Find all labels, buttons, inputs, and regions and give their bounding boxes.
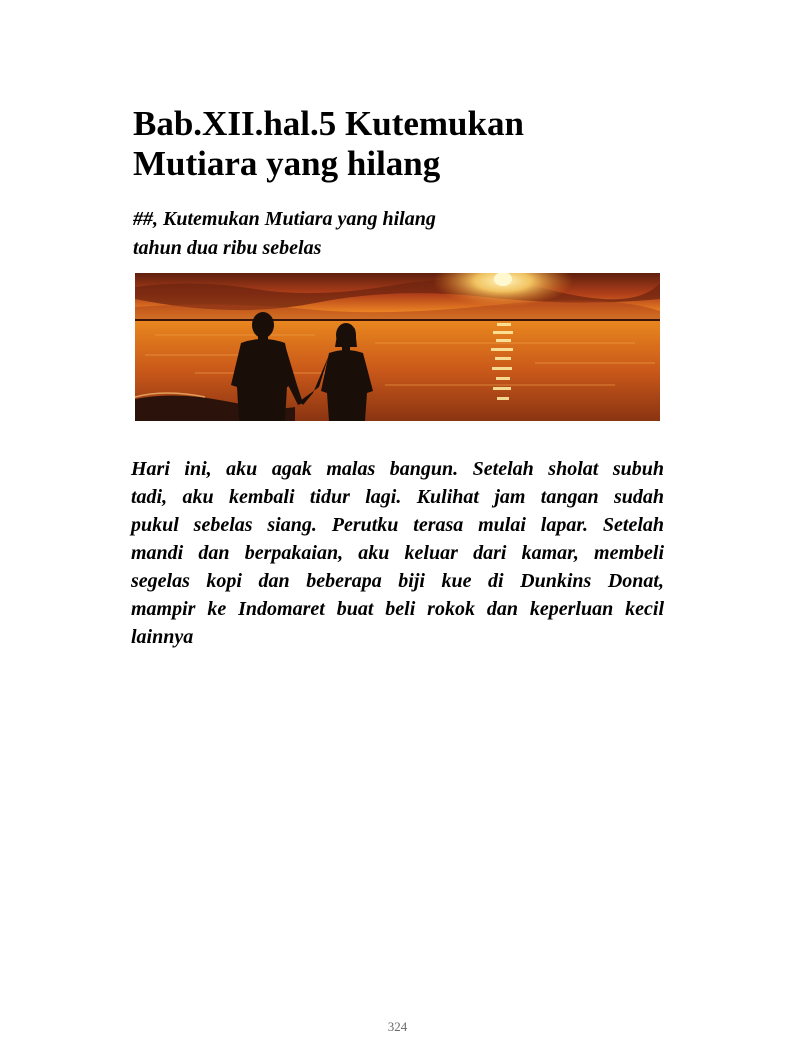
sunset-beach-illustration bbox=[135, 273, 660, 421]
body-line: mandi dan berpakaian, aku keluar dari kamar, membeli bbox=[131, 542, 664, 564]
chapter-title-line-2: Mutiara yang hilang bbox=[133, 144, 441, 183]
chapter-subtitle bbox=[133, 205, 693, 263]
chapter-body-paragraph bbox=[131, 455, 664, 651]
body-line: tadi, aku kembali tidur lagi. Kulihat jam tangan sudah bbox=[131, 486, 664, 508]
body-line: lainnya bbox=[131, 626, 194, 648]
chapter-subtitle-line-2: tahun dua ribu sebelas bbox=[133, 237, 322, 259]
chapter-title-line-1: Bab.XII.hal.5 Kutemukan bbox=[133, 104, 524, 143]
body-line: Hari ini, aku agak malas bangun. Setelah sholat subuh bbox=[131, 458, 664, 480]
body-line: segelas kopi dan beberapa biji kue di Dunkins Donat, bbox=[131, 570, 664, 592]
sunset-couple-photo bbox=[135, 273, 660, 421]
chapter-subtitle-line-1: ##, Kutemukan Mutiara yang hilang bbox=[133, 208, 436, 230]
chapter-title bbox=[133, 104, 693, 184]
body-line: mampir ke Indomaret buat beli rokok dan keperluan kecil bbox=[131, 598, 664, 620]
body-line: pukul sebelas siang. Perutku terasa mulai lapar. Setelah bbox=[131, 514, 664, 536]
page-number: 324 bbox=[387, 1019, 408, 1034]
